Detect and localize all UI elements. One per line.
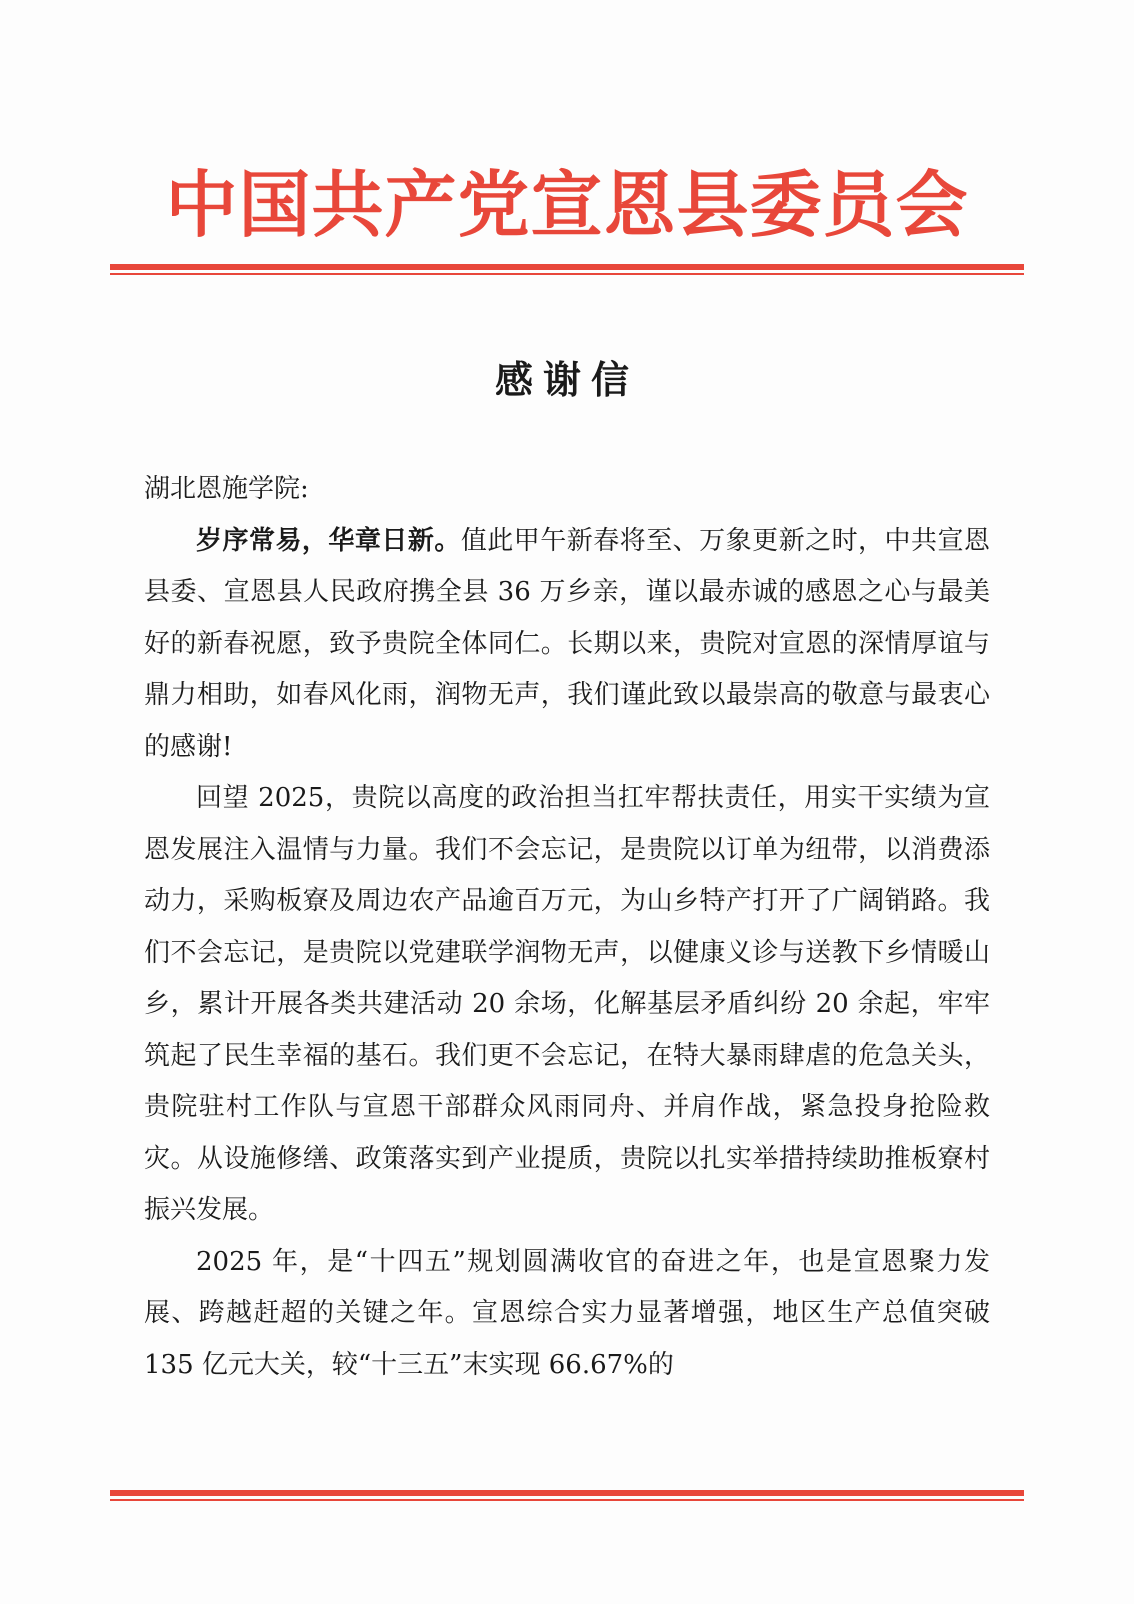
- paragraph-3-text: 2025 年，是“十四五”规划圆满收官的奋进之年，也是宣恩聚力发展、跨越赶超的关键之年。宣恩综合实力显著增强，地区生产总值突破 135 亿元大关，较“十三五”末实现 66.67%的: [144, 1246, 990, 1380]
- paragraph-1: [144, 516, 990, 774]
- paragraph-3: [144, 1237, 990, 1392]
- paragraph-1-text: 值此甲午新春将至、万象更新之时，中共宣恩县委、宣恩县人民政府携全县 36 万乡亲，谨以最赤诚的感恩之心与最美好的新春祝愿，致予贵院全体同仁。长期以来，贵院对宣恩的深情厚谊与鼎力相助，如春风化雨，润物无声，我们谨此致以最崇高的敬意与最衷心的感谢!: [144, 525, 990, 762]
- paragraph-2-text: 回望 2025，贵院以高度的政治担当扛牢帮扶责任，用实干实绩为宣恩发展注入温情与力量。我们不会忘记，是贵院以订单为纽带，以消费添动力，采购板寮及周边农产品逾百万元，为山乡特产打开了广阔销路。我们不会忘记，是贵院以党建联学润物无声，以健康义诊与送教下乡情暖山乡，累计开展各类共建活动 20 余场，化解基层矛盾纠纷 20 余起，牢牢筑起了民生幸福的基石。我们更不会忘记，在特大暴雨肆虐的危急关头，贵院驻村工作队与宣恩干部群众风雨同舟、并肩作战，紧急投身抢险救灾。从设施修缮、政策落实到产业提质，贵院以扎实举措持续助推板寮村振兴发展。: [144, 783, 990, 1225]
- paragraph-1-lead: 岁序常易，华章日新。: [196, 525, 461, 556]
- letterhead-divider: [110, 264, 1024, 275]
- letter-body: [144, 464, 990, 1391]
- paragraph-2: [144, 773, 990, 1237]
- salutation: 湖北恩施学院:: [144, 474, 309, 504]
- letter-title: 感谢信: [494, 357, 639, 402]
- footer-divider: [110, 1490, 1024, 1501]
- letterhead-title: 中国共产党宣恩县委员会: [165, 162, 969, 247]
